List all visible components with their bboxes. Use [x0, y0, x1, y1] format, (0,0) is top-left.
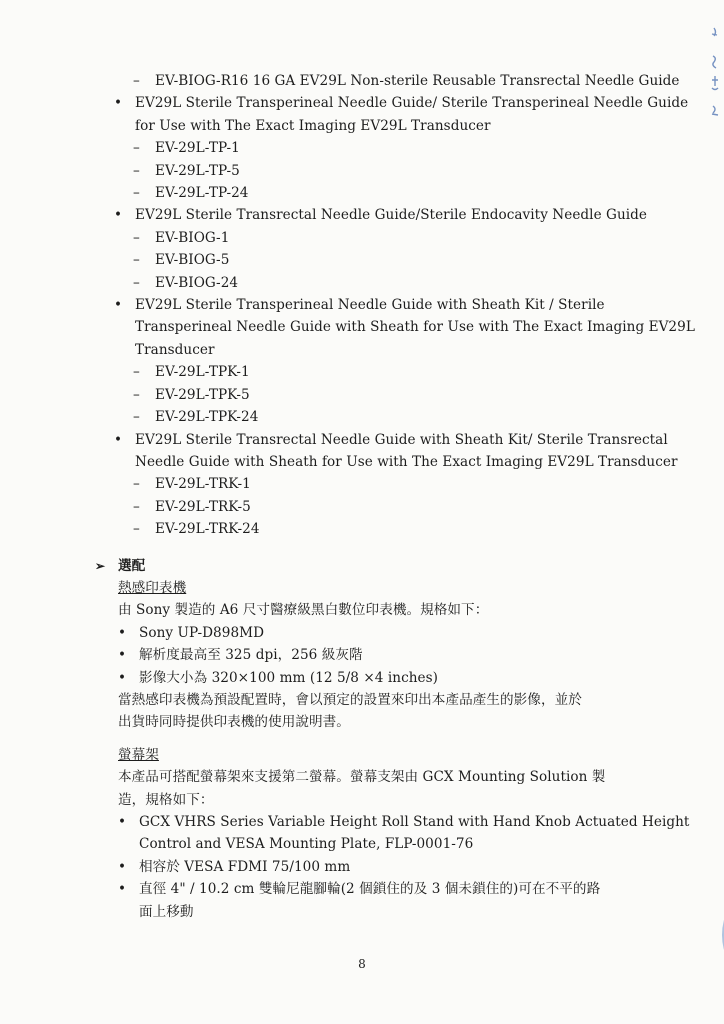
model-list-item	[0, 160, 724, 182]
model-list-item	[0, 384, 724, 406]
dash-icon: –	[133, 521, 140, 538]
dash-icon: –	[133, 140, 140, 157]
dash-icon: –	[133, 476, 140, 493]
dash-icon: –	[133, 229, 140, 246]
model-list-item	[0, 361, 724, 383]
printer-spec-item: • 解析度最高至 325 dpi，256 級灰階	[0, 644, 724, 666]
dash-icon: –	[133, 364, 140, 381]
list-item-text: EV-29L-TPK-5	[155, 386, 250, 403]
list-item-text: EV-29L-TRK-1	[155, 476, 251, 493]
model-list-item	[0, 473, 724, 495]
dash-icon: –	[133, 386, 140, 403]
page-edge-mark	[712, 905, 724, 965]
dash-icon: –	[133, 252, 140, 269]
dash-icon: –	[133, 274, 140, 291]
product-list-continuation	[0, 115, 724, 137]
bullet-icon: •	[114, 297, 123, 314]
model-list-item	[0, 249, 724, 271]
model-list-item	[0, 496, 724, 518]
printer-note-line: 出貨時同時提供印表機的使用說明書。	[118, 714, 350, 731]
product-list-continuation	[0, 451, 724, 473]
page-content	[0, 70, 724, 923]
bullet-icon: •	[118, 814, 127, 830]
section-heading: ➢ 選配	[0, 555, 724, 577]
model-list-item	[0, 406, 724, 428]
bullet-icon: •	[118, 858, 127, 875]
model-list-item	[0, 272, 724, 294]
list-item-text: EV-29L-TPK-24	[155, 409, 259, 426]
list-item-text: EV-29L-TRK-5	[155, 498, 251, 515]
arrow-bullet-icon: ➢	[95, 558, 106, 573]
model-list-item	[0, 182, 724, 204]
list-item-text: EV-29L-TP-1	[155, 140, 240, 157]
margin-stamp-marks	[700, 10, 722, 130]
product-list-item	[0, 204, 724, 226]
product-list-item	[0, 294, 724, 316]
page-number: 8	[358, 957, 366, 971]
printer-spec-item: • Sony UP-D898MD	[0, 622, 724, 644]
printer-title: 熱感印表機	[118, 579, 187, 596]
bullet-icon: •	[114, 207, 123, 224]
stand-spec-item: • GCX VHRS Series Variable Height Roll Stand with Hand Knob Actuated Height	[0, 811, 724, 833]
list-item-text: Transperineal Needle Guide with Sheath for Use with The Exact Imaging EV29L	[135, 319, 695, 336]
list-item-text: EV29L Sterile Transperineal Needle Guide/ Sterile Transperineal Needle Guide	[135, 95, 689, 112]
printer-spec-item: • 影像大小為 320×100 mm (12 5/8 ×4 inches)	[0, 667, 724, 689]
stand-title: 螢幕架	[118, 746, 159, 763]
list-item-text: Needle Guide with Sheath for Use with The Exact Imaging EV29L Transducer	[135, 453, 678, 470]
product-list-continuation	[0, 339, 724, 361]
dash-icon: –	[133, 185, 140, 202]
model-list-item	[0, 518, 724, 540]
stand-spec-item: • 相容於 VESA FDMI 75/100 mm	[0, 856, 724, 878]
bullet-icon: •	[118, 624, 127, 641]
printer-note-line: 當熱感印表機為預設配置時，會以預定的設置來印出本產品產生的影像，並於	[118, 691, 582, 708]
dash-icon: –	[133, 162, 140, 179]
list-item-text: EV-BIOG-R16 16 GA EV29L Non-sterile Reusable Transrectal Needle Guide	[155, 73, 680, 89]
stand-intro-line: 造，規格如下：	[118, 791, 214, 808]
bullet-icon: •	[118, 881, 127, 898]
printer-intro: 由 Sony 製造的 A6 尺寸醫療級黑白數位印表機。規格如下：	[118, 602, 489, 619]
list-item-text: EV-29L-TP-5	[155, 162, 240, 179]
dash-icon: –	[133, 498, 140, 515]
list-item-text: EV29L Sterile Transrectal Needle Guide with Sheath Kit/ Sterile Transrectal	[135, 431, 668, 448]
stand-intro-line: 本產品可搭配螢幕架來支援第二螢幕。螢幕支架由 GCX Mounting Solution 製	[118, 769, 606, 786]
list-item-text: EV-29L-TP-24	[155, 185, 249, 202]
list-item-text: EV29L Sterile Transperineal Needle Guide with Sheath Kit / Sterile	[135, 297, 605, 314]
list-item-text: EV-29L-TPK-1	[155, 364, 250, 381]
list-item-text: Transducer	[135, 341, 215, 358]
bullet-icon: •	[118, 647, 127, 664]
list-item-text: for Use with The Exact Imaging EV29L Transducer	[135, 117, 491, 134]
stand-spec-continuation: 面上移動	[139, 903, 194, 920]
stand-spec-item: • 直徑 4" / 10.2 cm 雙輪尼龍腳輪(2 個鎖住的及 3 個未鎖住的)可在不平的路	[0, 878, 724, 900]
needle-guide-list	[0, 70, 724, 541]
product-list-item	[0, 92, 724, 114]
model-list-item	[0, 227, 724, 249]
list-item-text: EV-BIOG-5	[155, 252, 230, 269]
product-list-continuation	[0, 316, 724, 338]
bullet-icon: •	[118, 669, 127, 686]
model-list-item	[0, 70, 724, 92]
dash-icon: –	[133, 409, 140, 426]
list-item-text: EV-BIOG-1	[155, 229, 230, 246]
bullet-icon: •	[114, 431, 123, 448]
list-item-text: EV-BIOG-24	[155, 274, 239, 291]
model-list-item	[0, 137, 724, 159]
stand-spec-continuation: Control and VESA Mounting Plate, FLP-0001-76	[139, 836, 474, 853]
bullet-icon: •	[114, 95, 123, 112]
product-list-item	[0, 429, 724, 451]
list-item-text: EV29L Sterile Transrectal Needle Guide/Sterile Endocavity Needle Guide	[135, 207, 648, 224]
dash-icon: –	[133, 73, 140, 89]
list-item-text: EV-29L-TRK-24	[155, 521, 260, 538]
